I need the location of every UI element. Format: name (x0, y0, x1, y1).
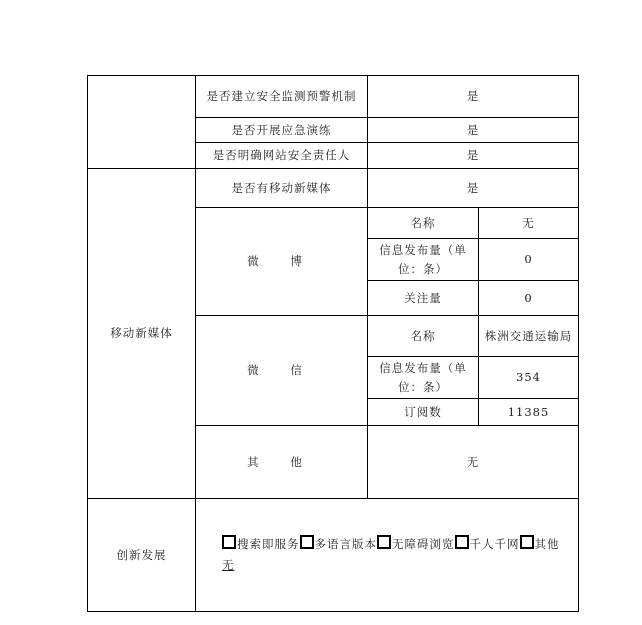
option-multilingual[interactable] (300, 537, 378, 551)
option-label: 千人千网 (469, 537, 520, 551)
weibo-followers-value: 0 (479, 281, 579, 316)
wechat-posts-label: 信息发布量（单位：条） (368, 357, 479, 399)
security-section-cell (88, 76, 196, 169)
option-search-service[interactable] (222, 537, 300, 551)
security-warning-value: 是 (368, 76, 579, 118)
checkbox-icon[interactable] (377, 535, 391, 549)
wechat-posts-value: 354 (479, 357, 579, 399)
option-label: 多语言版本 (314, 537, 377, 551)
checkbox-icon[interactable] (520, 535, 534, 549)
weibo-name-value: 无 (479, 208, 579, 239)
has-mobile-media-label: 是否有移动新媒体 (196, 169, 368, 208)
option-other[interactable] (520, 537, 560, 551)
security-warning-label: 是否建立安全监测预警机制 (196, 76, 368, 118)
weibo-followers-label: 关注量 (368, 281, 479, 316)
innovation-options (196, 499, 579, 612)
emergency-drill-label: 是否开展应急演练 (196, 118, 368, 143)
weibo-posts-value: 0 (479, 239, 579, 281)
weibo-label-cell (196, 208, 368, 316)
other-media-label: 其 他 (247, 454, 316, 469)
emergency-drill-value: 是 (368, 118, 579, 143)
mobile-media-section-label: 移动新媒体 (88, 169, 196, 499)
innovation-other-value: 无 (222, 558, 235, 572)
weibo-name-label: 名称 (368, 208, 479, 239)
other-media-value: 无 (368, 426, 579, 499)
innovation-section-label: 创新发展 (88, 499, 196, 612)
responsible-person-label: 是否明确网站安全责任人 (196, 143, 368, 169)
responsible-person-value: 是 (368, 143, 579, 169)
wechat-subscribers-label: 订阅数 (368, 399, 479, 426)
checkbox-icon[interactable] (222, 535, 236, 549)
option-accessibility[interactable] (377, 537, 455, 551)
checkbox-icon[interactable] (455, 535, 469, 549)
weibo-label: 微 博 (247, 254, 316, 268)
option-label: 无障碍浏览 (392, 537, 455, 551)
wechat-name-label: 名称 (368, 316, 479, 357)
option-label: 搜索即服务 (237, 537, 300, 551)
site-report-table (87, 75, 579, 612)
has-mobile-media-value: 是 (368, 169, 579, 208)
weibo-posts-label: 信息发布量（单位：条） (368, 239, 479, 281)
wechat-subscribers-value: 11385 (479, 399, 579, 426)
wechat-label-cell (196, 316, 368, 426)
wechat-name-value: 株洲交通运输局 (479, 316, 579, 357)
wechat-label: 微 信 (247, 363, 316, 377)
option-label: 其他 (534, 537, 560, 551)
other-media-label-cell (196, 426, 368, 499)
checkbox-icon[interactable] (300, 535, 314, 549)
option-personalized[interactable] (455, 537, 520, 551)
